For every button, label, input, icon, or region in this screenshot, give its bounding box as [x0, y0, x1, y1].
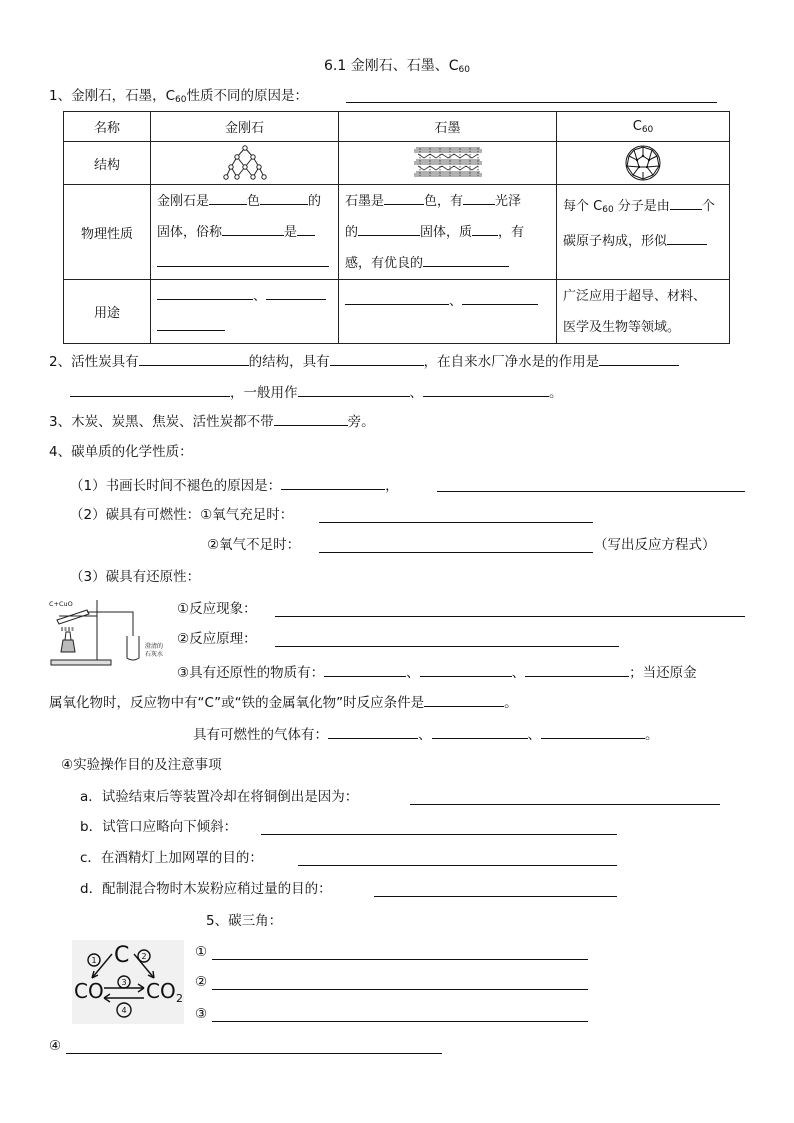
- q3-b: 旁。: [347, 414, 375, 430]
- q4-p2-insufficient-blank[interactable]: [319, 552, 593, 553]
- q4-p3-d: d．配制混合物时木炭粉应稍过量的目的：: [80, 881, 332, 897]
- diamond-phys-d: 固体，俗称: [157, 224, 223, 240]
- c60-phys-c: 个: [701, 199, 715, 214]
- q2-a: 2、活性炭具有: [49, 354, 139, 370]
- q4-part-2a: [70, 506, 293, 524]
- diamond-extra-blank[interactable]: [157, 253, 329, 267]
- graphite-phys-c: 光泽: [495, 193, 522, 209]
- q2-b: 的结构，具有: [248, 354, 330, 370]
- graphite-use-cell: [339, 280, 557, 344]
- triangle-co2-sub: 2: [176, 992, 183, 1005]
- q4-p3-s3-a: ③具有还原性的物质有：: [177, 665, 325, 681]
- graphite-luster-blank[interactable]: [463, 191, 495, 205]
- c60-header-text: C: [632, 118, 642, 134]
- graphite-phys-e: 固体，质: [420, 224, 473, 240]
- graphite-phys-g: 感，有优良的: [345, 255, 424, 271]
- apparatus-label-top: C+CuO: [49, 600, 73, 608]
- q2-e: 、: [409, 385, 423, 401]
- title-sub: 60: [458, 65, 470, 75]
- q4-p2-b: ②氧气不足时：: [207, 537, 301, 553]
- c60-structure-image: [623, 144, 663, 182]
- c60-use-cell: [557, 280, 730, 344]
- diamond-use-sep: 、: [253, 288, 267, 304]
- q4-p3-s1-blank[interactable]: [275, 616, 745, 617]
- q3-blank[interactable]: [274, 411, 348, 426]
- diamond-structure-image: [223, 145, 267, 181]
- triangle-co2: CO: [146, 979, 176, 1003]
- properties-table: [63, 111, 730, 344]
- graphite-phys-f: ，有: [498, 224, 525, 240]
- graphite-phys-b: 色，有: [424, 193, 464, 209]
- q2-property-blank[interactable]: [330, 351, 424, 366]
- diamond-nickname-blank[interactable]: [222, 222, 284, 236]
- triangle-c: C: [114, 943, 130, 968]
- q4-part-2b: [207, 536, 300, 554]
- graphite-use-sep: 、: [449, 294, 463, 309]
- q4-p3-s2-blank[interactable]: [275, 646, 619, 647]
- carbon-triangle-image: [72, 940, 184, 1024]
- question-2-line-2: [70, 382, 563, 402]
- c60-phys-d: 碳原子构成，形似: [563, 234, 668, 249]
- q4-p3-s3-c: 、: [511, 665, 526, 681]
- triangle-num-1: 1: [91, 956, 97, 965]
- q5-item-3-blank[interactable]: [212, 1021, 588, 1022]
- c60-phys-a: 每个 C: [563, 199, 603, 214]
- question-2-line-1: [49, 351, 679, 371]
- q4-p3-s3b: [49, 692, 518, 712]
- q2-structure-blank[interactable]: [139, 351, 249, 366]
- question-1: [49, 87, 308, 109]
- diamond-color-blank[interactable]: [209, 191, 247, 205]
- q5-item-1-blank[interactable]: [212, 959, 588, 960]
- q2-role-blank[interactable]: [599, 351, 679, 366]
- apparatus-label-right-2: 石灰水: [145, 651, 164, 658]
- c60-header-sub: 60: [641, 124, 654, 135]
- q4-p1-blank-1[interactable]: [281, 475, 385, 490]
- q4-p3-c-blank[interactable]: [298, 865, 617, 866]
- table-header-diamond: 金刚石: [151, 112, 339, 142]
- q4-p3-s3c-b: 、: [418, 727, 432, 743]
- row-physical-label: 物理性质: [64, 185, 151, 280]
- q4-gas-blank-2[interactable]: [432, 724, 528, 739]
- q4-p2-sufficient-blank[interactable]: [319, 522, 593, 523]
- q4-part-3-title: （3）碳具有还原性：: [70, 569, 201, 585]
- q2-f: 。: [549, 385, 563, 401]
- diamond-phys-e: 是: [284, 224, 298, 240]
- q4-p1-blank-2[interactable]: [437, 491, 745, 492]
- reduction-apparatus-image: [49, 596, 173, 668]
- c60-phys-b: 分子是由: [613, 199, 670, 214]
- graphite-structure-image: [412, 144, 484, 182]
- graphite-use-blank-2[interactable]: [462, 291, 538, 305]
- row-structure-label: 结构: [64, 142, 151, 185]
- table-header-graphite: 石墨: [339, 112, 557, 142]
- triangle-num-2: 2: [141, 952, 147, 961]
- q4-p3-s3: [177, 662, 697, 682]
- q4-p3-s3b-a: 属氧化物时，反应物中有“C”或“铁的金属氧化物”时反应条件是: [49, 695, 425, 711]
- table-header-c60: [557, 112, 730, 142]
- q4-p3-s1: ①反应现象：: [177, 601, 257, 617]
- diamond-phys-a: 金刚石是: [157, 193, 210, 209]
- q4-p3-s3b-b: 。: [504, 695, 518, 711]
- diamond-use-cell: [151, 280, 339, 344]
- q4-p3-a: a．试验结束后等装置冷却在将铜倒出是因为：: [80, 789, 359, 805]
- page-title: [0, 57, 794, 79]
- diamond-structure-cell: [151, 142, 339, 185]
- diamond-use-blank-3[interactable]: [157, 317, 225, 331]
- q4-reducer-blank-1[interactable]: [324, 662, 406, 677]
- q1-answer-blank[interactable]: [346, 102, 717, 103]
- diamond-physical-cell: [151, 185, 339, 280]
- q2-d: ，一般用作: [230, 385, 298, 401]
- q2-use-blank-1[interactable]: [298, 382, 410, 397]
- q4-p2-a: （2）碳具有可燃性：①氧气充足时：: [70, 507, 294, 523]
- graphite-use-blank-1[interactable]: [345, 291, 449, 305]
- q1-text-a: 1、金刚石，石墨，C: [49, 88, 176, 104]
- q4-p1-b: ，: [385, 478, 399, 494]
- q4-p3-b-blank[interactable]: [261, 834, 617, 835]
- c60-phys-sub: 60: [602, 205, 614, 215]
- title-text: 6.1 金刚石、石墨、C: [324, 58, 459, 74]
- diamond-use-blank-1[interactable]: [157, 286, 253, 300]
- q4-reducer-blank-3[interactable]: [525, 662, 629, 677]
- q4-p3-s4: ④实验操作目的及注意事项: [61, 757, 222, 773]
- q5-item-4: ④: [49, 1038, 62, 1054]
- q4-p3-b: b．试管口应略向下倾斜：: [80, 819, 238, 835]
- diamond-phys-c: 的: [308, 193, 322, 209]
- q4-p3-s3-b: 、: [406, 665, 420, 681]
- q4-p3-s2: ②反应原理：: [177, 631, 257, 647]
- q4-p2-c: （写出反应方程式）: [594, 537, 716, 553]
- diamond-is-blank[interactable]: [297, 222, 315, 236]
- q4-p3-s3c-a: 具有可燃性的气体有：: [193, 727, 328, 743]
- q4-part-1: [70, 475, 399, 495]
- graphite-texture-blank[interactable]: [472, 222, 498, 236]
- graphite-color-blank[interactable]: [384, 191, 424, 205]
- c60-physical-cell: [557, 185, 730, 280]
- q5-item-3: ③: [195, 1006, 208, 1022]
- diamond-phys-b: 色: [247, 193, 261, 209]
- q5-item-2-blank[interactable]: [212, 989, 588, 990]
- graphite-state-blank[interactable]: [358, 222, 420, 236]
- apparatus-label-right-1: 澄清的: [145, 643, 164, 650]
- q4-reducer-blank-2[interactable]: [420, 662, 512, 677]
- q4-p3-a-blank[interactable]: [410, 804, 720, 805]
- q1-text-b: 性质不同的原因是：: [186, 88, 308, 104]
- c60-structure-cell: [557, 142, 730, 185]
- q3-a: 3、木炭、炭黑、焦炭、活性炭都不带: [49, 414, 274, 430]
- graphite-phys-a: 石墨是: [345, 193, 385, 209]
- question-5-title: 5、碳三角：: [206, 913, 283, 929]
- triangle-co: CO: [74, 979, 104, 1003]
- q4-p3-c: c．在酒精灯上加网罩的目的：: [80, 850, 263, 866]
- graphite-structure-cell: [339, 142, 557, 185]
- q4-p1-a: （1）书画长时间不褪色的原因是：: [70, 478, 282, 494]
- question-3: [49, 411, 375, 431]
- triangle-num-3: 3: [121, 978, 127, 987]
- diamond-use-blank-2[interactable]: [266, 286, 326, 300]
- question-4-title: 4、碳单质的化学性质：: [49, 444, 193, 460]
- table-header-name: 名称: [64, 112, 151, 142]
- diamond-type-blank[interactable]: [260, 191, 308, 205]
- q2-use-blank-2[interactable]: [423, 382, 549, 397]
- q4-p3-s3c: [193, 724, 659, 744]
- q4-p3-s3c-d: 。: [645, 727, 659, 743]
- graphite-good-blank[interactable]: [423, 253, 509, 267]
- c60-count-blank[interactable]: [670, 196, 702, 210]
- c60-use-line-2: 医学及生物等领域。: [563, 319, 681, 335]
- q4-gas-blank-1[interactable]: [328, 724, 418, 739]
- graphite-phys-d: 的: [345, 224, 359, 240]
- q1-sub: 60: [175, 95, 187, 105]
- q2-c: ，在自来水厂净水是的作用是: [423, 354, 600, 370]
- c60-shape-blank[interactable]: [667, 231, 707, 245]
- graphite-physical-cell: [339, 185, 557, 280]
- row-use-label: 用途: [64, 280, 151, 344]
- q2-role-blank-2[interactable]: [70, 382, 230, 397]
- q4-p3-s3c-c: 、: [527, 727, 541, 743]
- q4-p3-d-blank[interactable]: [374, 896, 617, 897]
- q5-item-2: ②: [195, 974, 208, 990]
- q4-p3-s3-d: ；当还原金: [629, 665, 697, 681]
- q4-condition-blank[interactable]: [424, 692, 504, 707]
- q4-gas-blank-3[interactable]: [541, 724, 645, 739]
- triangle-num-4: 4: [121, 1006, 127, 1015]
- c60-use-line-1: 广泛应用于超导、材料、: [563, 288, 707, 304]
- q5-item-1: ①: [195, 944, 208, 960]
- q5-item-4-blank[interactable]: [66, 1053, 442, 1054]
